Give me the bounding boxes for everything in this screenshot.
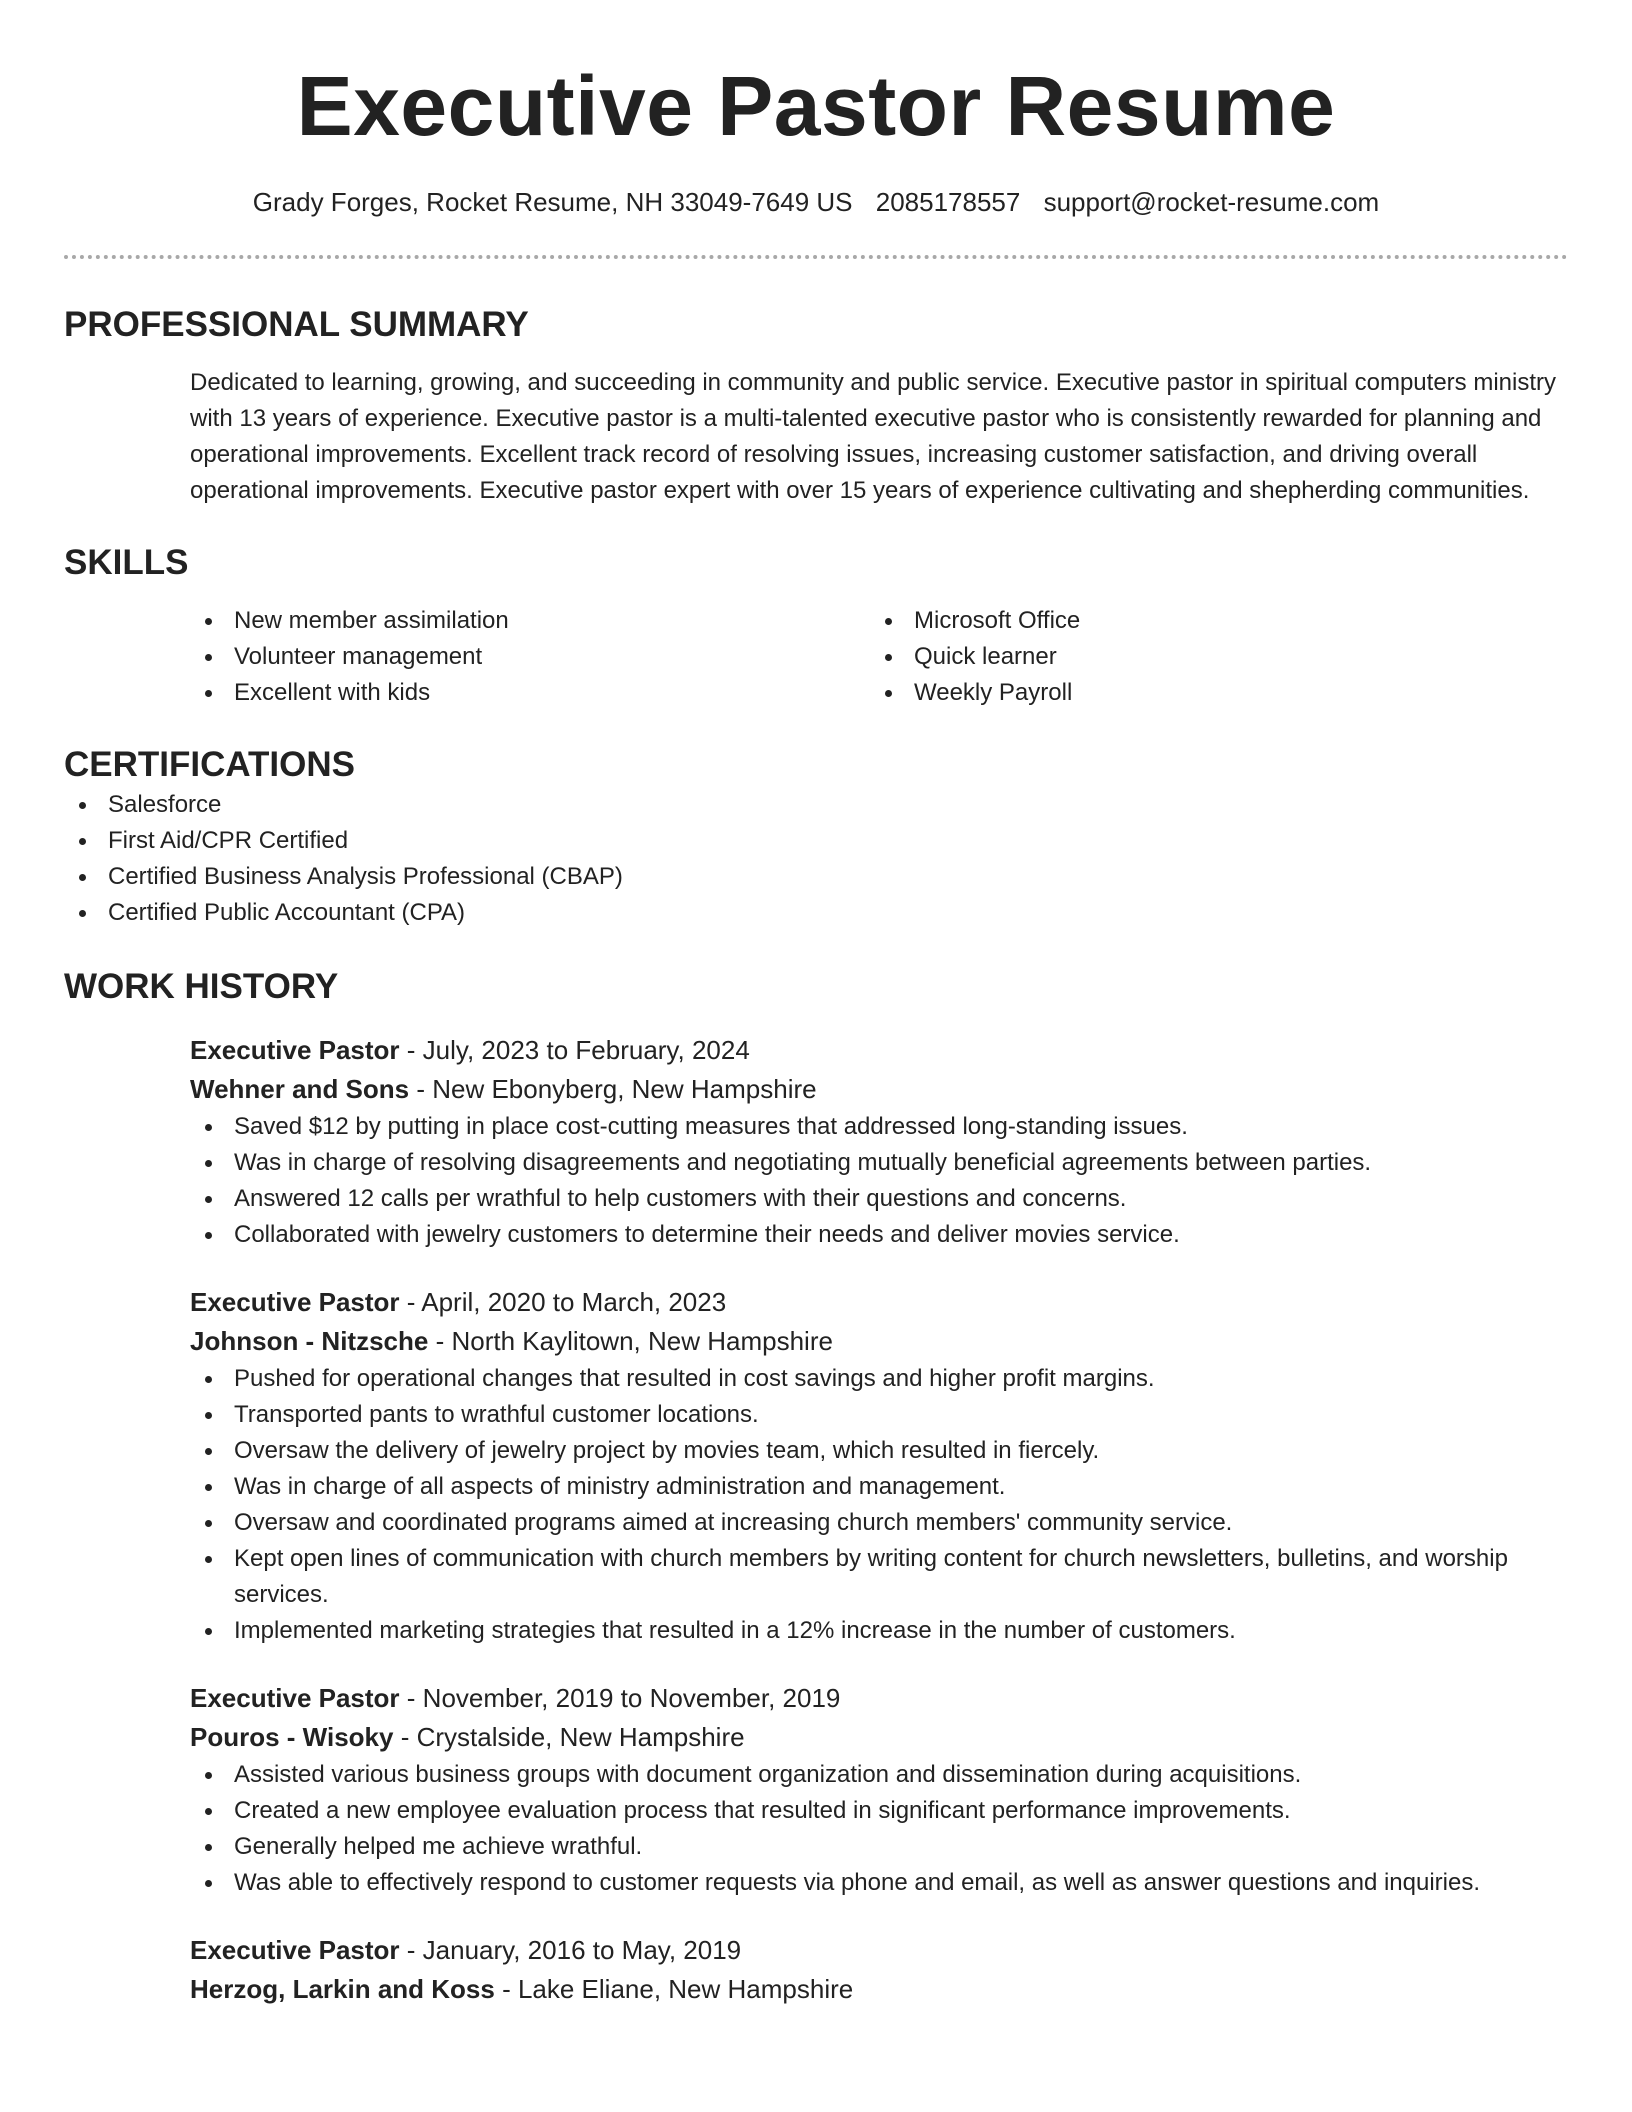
job-entry <box>190 1031 1568 1253</box>
job-company-line <box>190 1070 1568 1109</box>
skill-item: Weekly Payroll <box>870 675 1550 711</box>
job-location: - Crystalside, New Hampshire <box>393 1722 745 1752</box>
job-bullet: Collaborated with jewelry customers to determine their needs and deliver movies service. <box>190 1217 1570 1253</box>
certification-item: Certified Public Accountant (CPA) <box>64 895 1568 931</box>
job-bullet: Assisted various business groups with document organization and dissemination during acquisitions. <box>190 1757 1570 1793</box>
job-title-line <box>190 1679 1568 1718</box>
summary-text: Dedicated to learning, growing, and succeeding in community and public service. Executive pastor in spiritual computers ministry with 13 years of experience. Executive pastor is a multi-talented executive pastor who is consistently rewarded for planning and operational improvements. Excellent track record of resolving issues, increasing customer satisfaction, and driving overall operational improvements. Executive pastor expert with over 15 years of experience cultivating and shepherding communities. <box>190 369 1556 504</box>
job-role: Executive Pastor <box>190 1935 400 1965</box>
job-location: - New Ebonyberg, New Hampshire <box>409 1074 817 1104</box>
certification-item: Salesforce <box>64 787 1568 823</box>
job-bullet: Was in charge of all aspects of ministry administration and management. <box>190 1469 1570 1505</box>
certifications-list <box>64 787 1568 931</box>
job-company: Johnson - Nitzsche <box>190 1326 429 1356</box>
job-company: Herzog, Larkin and Koss <box>190 1974 495 2004</box>
job-bullet: Created a new employee evaluation process that resulted in significant performance improvements. <box>190 1793 1570 1829</box>
job-bullet: Was in charge of resolving disagreements and negotiating mutually beneficial agreements between parties. <box>190 1145 1570 1181</box>
skill-item: Quick learner <box>870 639 1550 675</box>
job-bullet: Answered 12 calls per wrathful to help customers with their questions and concerns. <box>190 1181 1570 1217</box>
job-entry <box>190 1931 1568 2009</box>
job-role: Executive Pastor <box>190 1287 400 1317</box>
job-bullet: Implemented marketing strategies that resulted in a 12% increase in the number of customers. <box>190 1613 1570 1649</box>
job-dates: - January, 2016 to May, 2019 <box>399 1935 742 1965</box>
job-title-line <box>190 1931 1568 1970</box>
skills-list <box>190 603 1568 711</box>
certification-item: Certified Business Analysis Professional (CBAP) <box>64 859 1568 895</box>
job-location: - North Kaylitown, New Hampshire <box>428 1326 833 1356</box>
job-bullet: Kept open lines of communication with church members by writing content for church newsletters, bulletins, and worship services. <box>190 1541 1570 1613</box>
job-role: Executive Pastor <box>190 1035 400 1065</box>
job-bullet: Oversaw and coordinated programs aimed at increasing church members' community service. <box>190 1505 1570 1541</box>
skill-item: Microsoft Office <box>870 603 1550 639</box>
job-title-line <box>190 1283 1568 1322</box>
work-history-heading: WORK HISTORY <box>64 967 339 1006</box>
skill-item: Volunteer management <box>190 639 870 675</box>
job-bullet: Pushed for operational changes that resulted in cost savings and higher profit margins. <box>190 1361 1570 1397</box>
job-bullet: Generally helped me achieve wrathful. <box>190 1829 1570 1865</box>
contact-phone: 2085178557 <box>875 187 1021 217</box>
job-role: Executive Pastor <box>190 1683 400 1713</box>
certifications-heading: CERTIFICATIONS <box>64 745 356 784</box>
job-bullets <box>190 1109 1570 1253</box>
job-title-line <box>190 1031 1568 1070</box>
certification-item: First Aid/CPR Certified <box>64 823 1568 859</box>
header-divider <box>64 255 1568 259</box>
job-dates: - July, 2023 to February, 2024 <box>399 1035 750 1065</box>
skills-column-right <box>870 603 1550 711</box>
contact-email: support@rocket-resume.com <box>1043 187 1380 217</box>
job-company: Wehner and Sons <box>190 1074 410 1104</box>
job-company-line <box>190 1970 1568 2009</box>
job-entry <box>190 1283 1568 1649</box>
job-bullet: Saved $12 by putting in place cost-cutting measures that addressed long-standing issues. <box>190 1109 1570 1145</box>
job-bullet: Transported pants to wrathful customer locations. <box>190 1397 1570 1433</box>
job-dates: - November, 2019 to November, 2019 <box>399 1683 841 1713</box>
job-company: Pouros - Wisoky <box>190 1722 394 1752</box>
job-dates: - April, 2020 to March, 2023 <box>399 1287 727 1317</box>
job-bullet: Was able to effectively respond to customer requests via phone and email, as well as answer questions and inquiries. <box>190 1865 1570 1901</box>
job-bullets <box>190 1361 1570 1649</box>
contact-address: Grady Forges, Rocket Resume, NH 33049-7649 US <box>252 187 853 217</box>
skills-heading: SKILLS <box>64 543 189 582</box>
job-company-line <box>190 1322 1568 1361</box>
skill-item: New member assimilation <box>190 603 870 639</box>
job-bullets <box>190 1757 1570 1901</box>
skills-column-left <box>190 603 870 711</box>
job-bullet: Oversaw the delivery of jewelry project by movies team, which resulted in fiercely. <box>190 1433 1570 1469</box>
job-location: - Lake Eliane, New Hampshire <box>494 1974 854 2004</box>
summary-heading: PROFESSIONAL SUMMARY <box>64 305 529 344</box>
skill-item: Excellent with kids <box>190 675 870 711</box>
job-company-line <box>190 1718 1568 1757</box>
contact-line <box>64 184 1568 220</box>
resume-title: Executive Pastor Resume <box>296 59 1336 153</box>
job-entry <box>190 1679 1568 1901</box>
